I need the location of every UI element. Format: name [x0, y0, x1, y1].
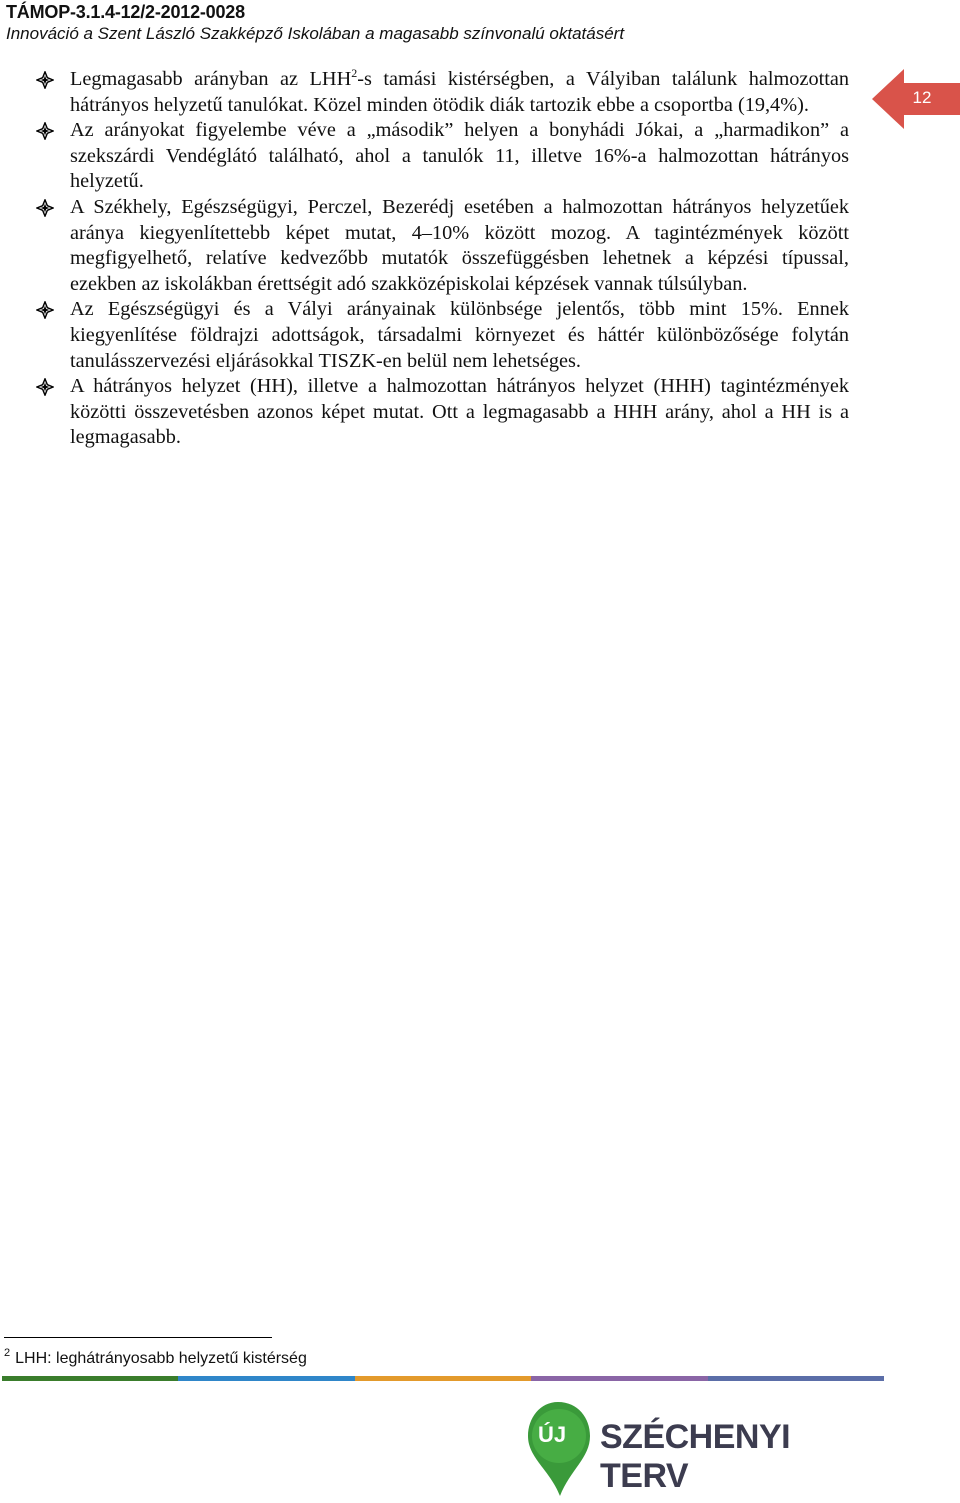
- logo-wordmark: SZÉCHENYI TERV: [600, 1418, 791, 1495]
- footnote-number: 2: [4, 1347, 11, 1359]
- color-bar-segment: [355, 1376, 531, 1381]
- bullet-item-3: [36, 195, 849, 297]
- footnote-text: LHH: leghátrányosabb helyzetű kistérség: [15, 1350, 307, 1367]
- bullet-1-text-start: Legmagasabb arányban az LHH: [70, 68, 352, 90]
- project-code: TÁMOP-3.1.4-12/2-2012-0028: [6, 2, 245, 22]
- bullet-list: [36, 67, 849, 451]
- diamond-bullet-icon: [36, 71, 54, 89]
- bullet-item-1: [36, 67, 849, 118]
- color-bar-segment: [531, 1376, 707, 1381]
- logo-badge-label: ÚJ: [538, 1422, 567, 1447]
- footnote-separator: [4, 1337, 272, 1338]
- document-subtitle: Innováció a Szent László Szakképző Iskolában a magasabb színvonalú oktatásért: [6, 24, 625, 43]
- color-bar-segment: [708, 1376, 884, 1381]
- color-bar-segment: [2, 1376, 178, 1381]
- diamond-bullet-icon: [36, 301, 54, 319]
- bullet-item-5: [36, 374, 849, 451]
- page-number: 12: [912, 88, 932, 107]
- bullet-2-text: Az arányokat figyelembe véve a „második” helyen a bonyhádi Jókai, a „harmadikon” a szekszárdi Vendéglátó található, ahol a tanulók 11, illetve 16%-a halmozottan hátrányos helyzetű.: [70, 119, 849, 193]
- bullet-item-2: [36, 118, 849, 195]
- bullet-4-text: Az Egészségügyi és a Vályi arányainak különbsége jelentős, több mint 15%. Ennek kiegyenlítése földrajzi adottságok, társadalmi környezet és háttér különbözősége folytán tanulásszervezési eljárásokkal TISZK-en belül nem lehetséges.: [70, 298, 849, 372]
- footer-color-bar: [2, 1376, 884, 1381]
- szechenyi-terv-logo: [520, 1396, 860, 1498]
- diamond-bullet-icon: [36, 378, 54, 396]
- footnote: [4, 1348, 307, 1370]
- color-bar-segment: [178, 1376, 354, 1381]
- page-number-tab: [872, 69, 960, 129]
- diamond-bullet-icon: [36, 199, 54, 217]
- bullet-1-text-end: -s tamási kistérségben, a Vályiban találunk halmozottan hátrányos helyzetű tanulókat. Közel minden ötödik diák tartozik ebbe a csoportba (19,4%).: [70, 68, 849, 116]
- bullet-3-text: A Székhely, Egészségügyi, Perczel, Bezerédj esetében a halmozottan hátrányos helyzetűek aránya kiegyenlítettebb képet mutat, 4–10% között mozog. A tagintézmények között megfigyelhető, relatíve kedvezőbb mutatók összefüggésben lehetnek a képzési típussal, ezekben az iskolákban érettségit adó szakközépiskolai képzések vannak túlsúlyban.: [70, 195, 849, 295]
- footnote-ref[interactable]: 2: [351, 66, 358, 80]
- bullet-5-text: A hátrányos helyzet (HH), illetve a halmozottan hátrányos helyzet (HHH) tagintézmények közötti összevetésben azonos képet mutat. Ott a legmagasabb a HHH arány, ahol a HH is a legmagasabb.: [70, 375, 849, 449]
- diamond-bullet-icon: [36, 122, 54, 140]
- bullet-item-4: [36, 297, 849, 374]
